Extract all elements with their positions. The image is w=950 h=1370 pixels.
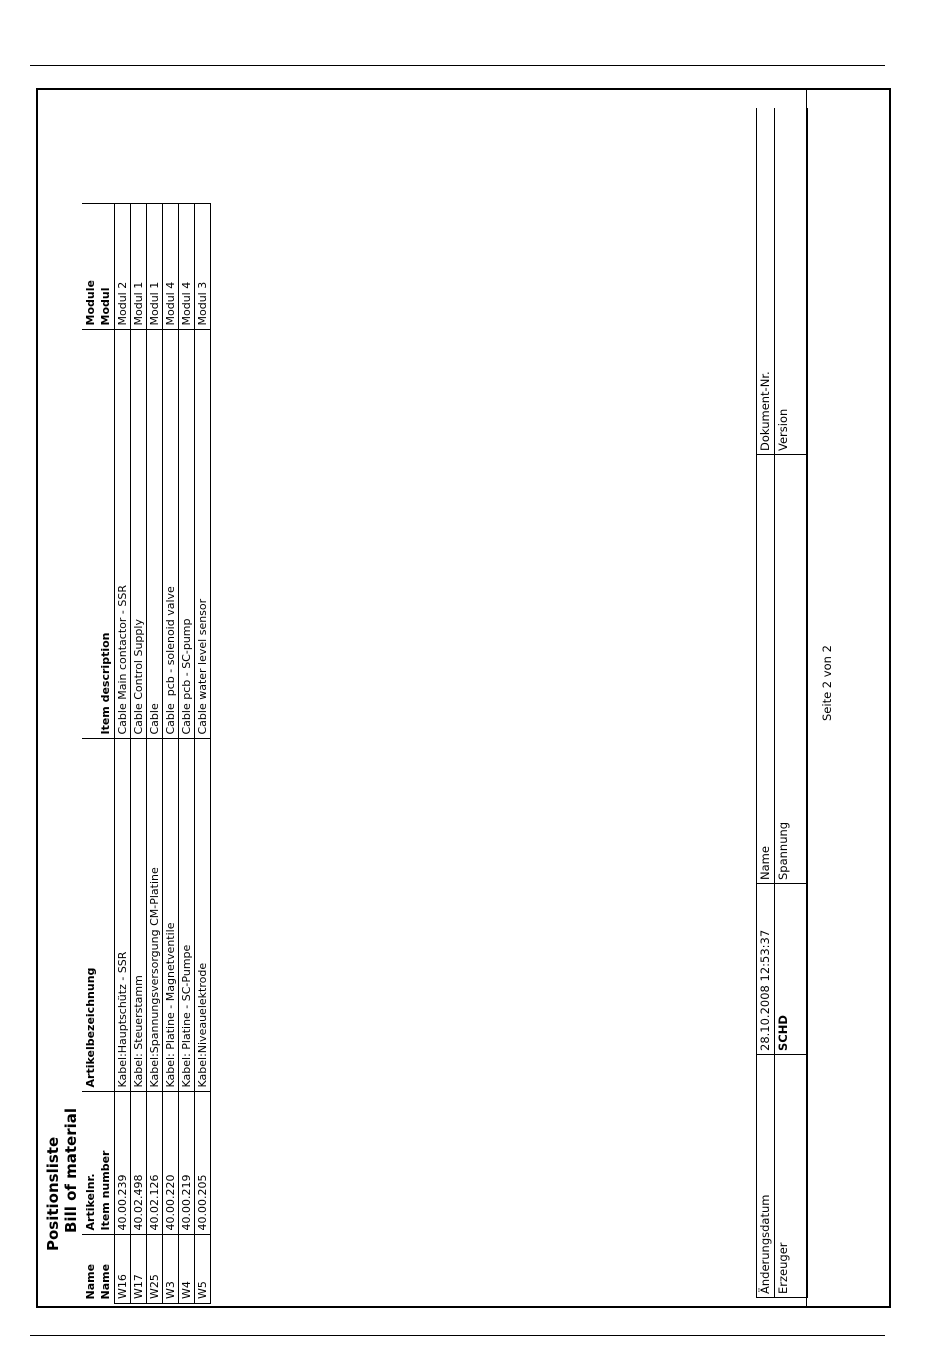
change-date-value: 28.10.2008 12:53:37 bbox=[757, 884, 775, 1055]
header-mod-en: Modul bbox=[99, 287, 112, 326]
header-article bbox=[82, 739, 115, 1092]
cell-mod: Modul 4 bbox=[163, 204, 179, 330]
cell-name: W5 bbox=[195, 1235, 211, 1304]
table-row bbox=[147, 204, 163, 1304]
cell-name: W25 bbox=[147, 1235, 163, 1304]
cell-item: 40.00.219 bbox=[179, 1092, 195, 1235]
cell-item: 40.02.498 bbox=[131, 1092, 147, 1235]
creator-value: SCHD bbox=[775, 884, 808, 1055]
table-row bbox=[179, 204, 195, 1304]
cell-desc: Cable pcb - solenoid valve bbox=[163, 330, 179, 739]
cell-desc: Cable Control Supply bbox=[131, 330, 147, 739]
cell-item: 40.00.239 bbox=[115, 1092, 131, 1235]
bom-table bbox=[82, 204, 211, 1305]
cell-desc: Cable bbox=[147, 330, 163, 739]
cell-mod: Modul 1 bbox=[131, 204, 147, 330]
cell-mod: Modul 3 bbox=[195, 204, 211, 330]
table-row bbox=[163, 204, 179, 1304]
cell-item: 40.00.220 bbox=[163, 1092, 179, 1235]
table-row bbox=[131, 204, 147, 1304]
cell-name: W4 bbox=[179, 1235, 195, 1304]
cell-art: Kabel: Platine - Magnetventile bbox=[163, 739, 179, 1092]
header-item-de: Artikelnr. bbox=[84, 1173, 97, 1231]
header-desc-en: Item description bbox=[99, 632, 112, 735]
cell-desc: Cable pcb - SC-pump bbox=[179, 330, 195, 739]
cell-name: W17 bbox=[131, 1235, 147, 1304]
cell-art: Kabel: Platine - SC-Pumpe bbox=[179, 739, 195, 1092]
name-value: Spannung bbox=[775, 455, 808, 884]
header-item-number bbox=[82, 1092, 115, 1235]
cell-item: 40.02.126 bbox=[147, 1092, 163, 1235]
cell-art: Kabel:Niveauelektrode bbox=[195, 739, 211, 1092]
change-date-label: Änderungsdatum bbox=[757, 1055, 775, 1298]
cell-art: Kabel: Steuerstamm bbox=[131, 739, 147, 1092]
cell-name: W16 bbox=[115, 1235, 131, 1304]
header-desc-de bbox=[83, 335, 98, 735]
header-name-de: Name bbox=[84, 1263, 97, 1300]
bottom-rule bbox=[30, 1335, 885, 1336]
header-module bbox=[82, 204, 115, 330]
doc-nr-label: Dokument-Nr. bbox=[757, 108, 775, 455]
title-de: Positionsliste bbox=[44, 1136, 62, 1251]
cell-mod: Modul 4 bbox=[179, 204, 195, 330]
cell-mod: Modul 2 bbox=[115, 204, 131, 330]
cell-item: 40.00.205 bbox=[195, 1092, 211, 1235]
header-row bbox=[82, 204, 115, 1304]
cell-desc: Cable water level sensor bbox=[195, 330, 211, 739]
page-band bbox=[806, 90, 807, 1308]
landscape-page bbox=[38, 90, 891, 1308]
header-item-en: Item number bbox=[99, 1150, 112, 1231]
cell-desc: Cable Main contactor - SSR bbox=[115, 330, 131, 739]
creator-label: Erzeuger bbox=[775, 1055, 808, 1298]
footer-table bbox=[756, 108, 808, 1298]
header-art-de: Artikelbezeichnung bbox=[84, 967, 97, 1088]
header-name bbox=[82, 1235, 115, 1304]
cell-mod: Modul 1 bbox=[147, 204, 163, 330]
header-art-en bbox=[98, 744, 113, 1088]
header-description bbox=[82, 330, 115, 739]
cell-name: W3 bbox=[163, 1235, 179, 1304]
name-label: Name bbox=[757, 455, 775, 884]
title-en: Bill of material bbox=[62, 1107, 80, 1233]
header-name-en: Name bbox=[99, 1263, 112, 1300]
document-title bbox=[44, 1108, 80, 1251]
cell-art: Kabel:Spannungsversorgung CM-Platine bbox=[147, 739, 163, 1092]
page-number: Seite 2 von 2 bbox=[820, 645, 834, 721]
page-frame bbox=[36, 88, 891, 1308]
cell-art: Kabel:Hauptschütz - SSR bbox=[115, 739, 131, 1092]
top-rule bbox=[30, 65, 885, 66]
version-label: Version bbox=[775, 108, 808, 455]
table-row bbox=[195, 204, 211, 1304]
footer-block bbox=[756, 90, 808, 1308]
table-row bbox=[115, 204, 131, 1304]
header-mod-de: Module bbox=[84, 280, 97, 326]
